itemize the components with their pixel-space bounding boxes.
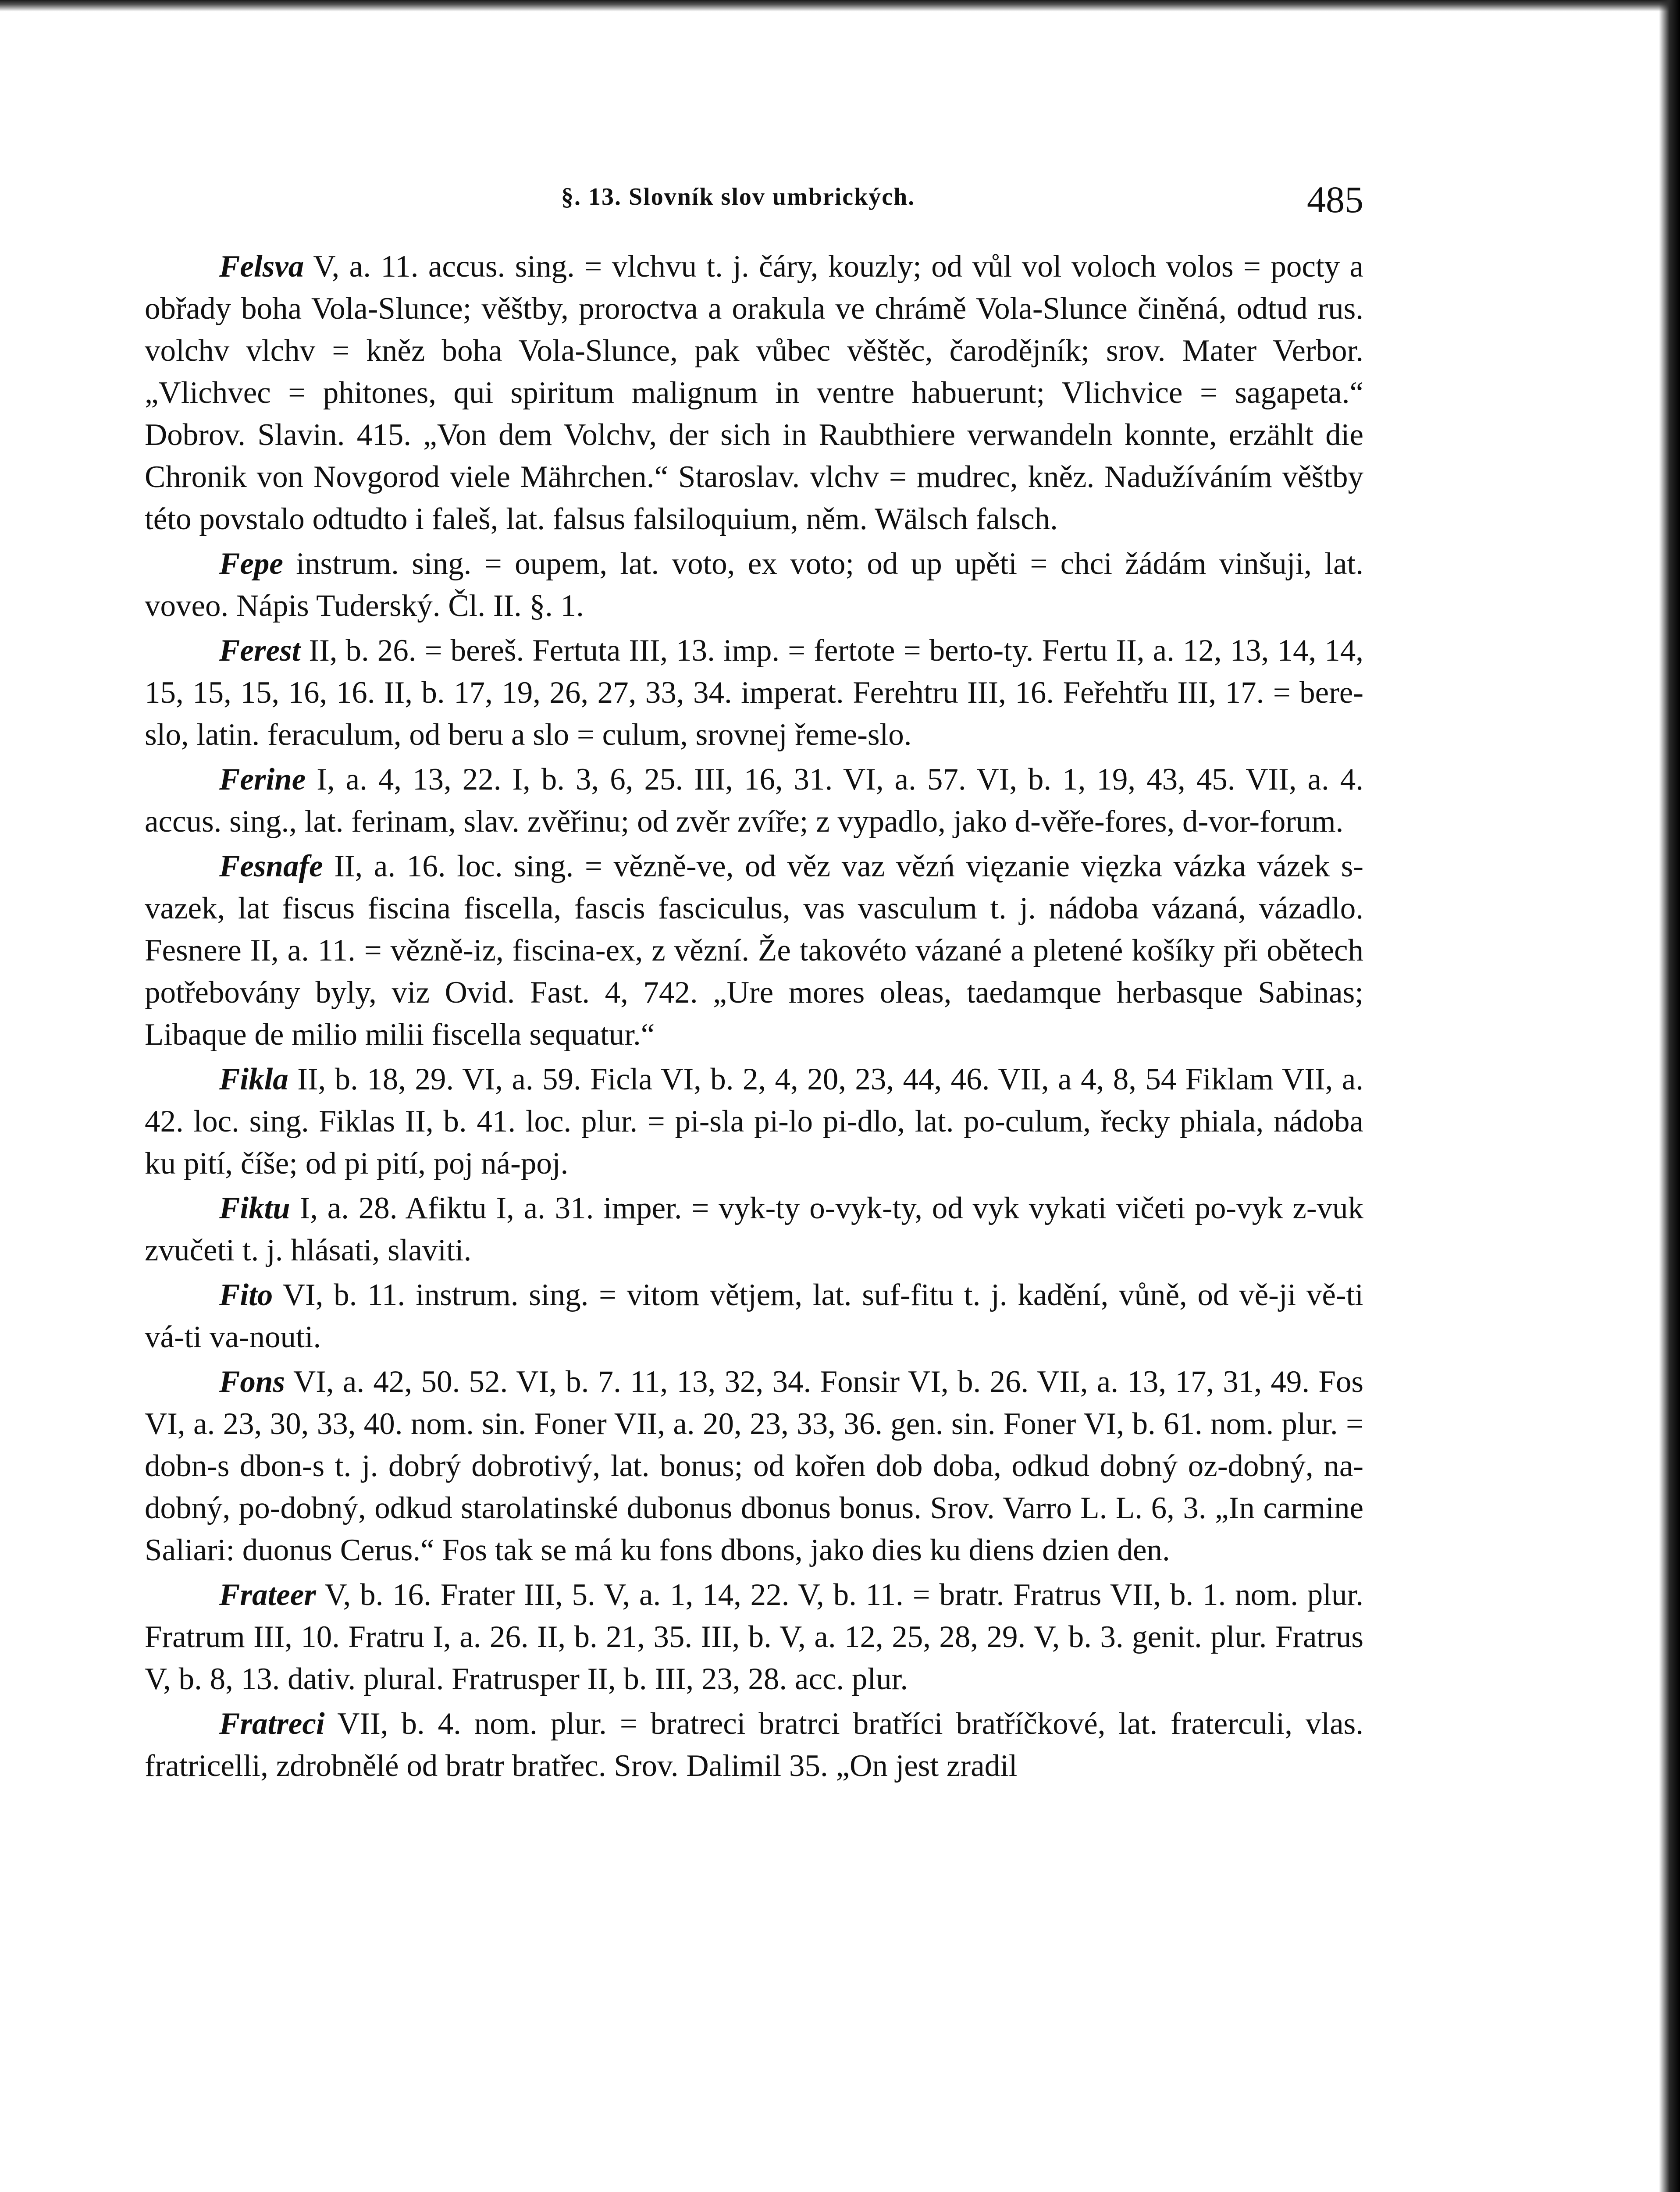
entry-fesnafe	[145, 845, 1363, 1056]
entry-lemma: Fiktu	[219, 1191, 290, 1225]
entry-lemma: Fratreci	[219, 1707, 325, 1741]
entry-ferine	[145, 758, 1363, 843]
entry-lemma: Fepe	[219, 547, 283, 581]
entry-body: VI, a. 42, 50. 52. VI, b. 7. 11, 13, 32, 34. Fonsir VI, b. 26. VII, a. 13, 17, 31, 49. Fos VI, a. 23, 30, 33, 40. nom. sin. Foner VII, a. 20, 23, 33, 36. gen. sin. Foner VI, b. 61. nom. plur. = dobn-s dbon-s t. j. dobrý dobrotivý, lat. bonus; od kořen dob doba, odkud dobný oz-dobný, na-dobný, po-dobný, odkud starolatinské dubonus dbonus bonus. Srov. Varro L. L. 6, 3. „In carmine Saliari: duonus Cerus.“ Fos tak se má ku fons dbons, jako dies ku diens dzien den.	[145, 1365, 1363, 1567]
entry-felsva	[145, 246, 1363, 540]
entry-ferest	[145, 630, 1363, 756]
page-number: 485	[1307, 178, 1363, 221]
entry-lemma: Felsva	[219, 249, 304, 284]
entry-lemma: Fesnafe	[219, 849, 323, 883]
entry-body: VII, b. 4. nom. plur. = bratreci bratrci bratříci bratříčkové, lat. fraterculi, vlas. fratricelli, zdrobnělé od bratr bratřec. Srov. Dalimil 35. „On jest zradil	[145, 1707, 1363, 1783]
entry-fito	[145, 1274, 1363, 1358]
entry-lemma: Fito	[219, 1278, 273, 1312]
entry-body: VI, b. 11. instrum. sing. = vitom větjem, lat. suf-fitu t. j. kadění, vůně, od vě-ji vě-ti vá-ti va-nouti.	[145, 1278, 1364, 1354]
entry-body: II, a. 16. loc. sing. = vězně-ve, od věz vaz vězń vięzanie vięzka vázka vázek s-vazek, lat fiscus fiscina fiscella, fascis fasciculus, vas vasculum t. j. nádoba vázaná, vázadlo. Fesnere II, a. 11. = vězně-iz, fiscina-ex, z vězní. Že takovéto vázané a pletené košíky při obětech potřebovány byly, viz Ovid. Fast. 4, 742. „Ure mores oleas, taedamque herbasque Sabinas; Libaque de milio milii fiscella sequatur.“	[145, 849, 1363, 1052]
entry-body: I, a. 28. Afiktu I, a. 31. imper. = vyk-ty o-vyk-ty, od vyk vykati vičeti po-vyk z-vuk zvučeti t. j. hlásati, slaviti.	[145, 1191, 1363, 1267]
entry-fiktu	[145, 1187, 1363, 1271]
running-title: §. 13. Slovník slov umbrických.	[561, 183, 915, 210]
page-header	[219, 178, 1363, 226]
entry-body: V, a. 11. accus. sing. = vlchvu t. j. čáry, kouzly; od vůl vol voloch volos = pocty a obřady boha Vola-Slunce; věštby, proroctva a orakula ve chrámě Vola-Slunce činěná, odtud rus. volchv vlchv = kněz boha Vola-Slunce, pak vůbec věštěc, čarodějník; srov. Mater Verbor. „Vlichvec = phitones, qui spiritum malignum in ventre habuerunt; Vlichvice = sagapeta.“ Dobrov. Slavin. 415. „Von dem Volchv, der sich in Raubthiere verwandeln konnte, erzählt die Chronik von Novgorod viele Mährchen.“ Staroslav. vlchv = mudrec, kněz. Nadužíváním věštby této povstalo odtudto i faleš, lat. falsus falsiloquium, něm. Wälsch falsch.	[145, 249, 1363, 536]
entry-lemma: Frateer	[219, 1578, 316, 1612]
entry-body: V, b. 16. Frater III, 5. V, a. 1, 14, 22. V, b. 11. = bratr. Fratrus VII, b. 1. nom. plur. Fratrum III, 10. Fratru I, a. 26. II, b. 21, 35. III, b. V, a. 12, 25, 28, 29. V, b. 3. genit. plur. Fratrus V, b. 8, 13. dativ. plural. Fratrusper II, b. III, 23, 28. acc. plur.	[145, 1578, 1363, 1696]
entry-body: I, a. 4, 13, 22. I, b. 3, 6, 25. III, 16, 31. VI, a. 57. VI, b. 1, 19, 43, 45. VII, a. 4. accus. sing., lat. ferinam, slav. zvěřinu; od zvěr zvíře; z vypadlo, jako d-věře-fores, d-vor-forum.	[145, 762, 1363, 839]
entry-fikla	[145, 1058, 1363, 1185]
entry-body: II, b. 18, 29. VI, a. 59. Ficla VI, b. 2, 4, 20, 23, 44, 46. VII, a 4, 8, 54 Fiklam VII, a. 42. loc. sing. Fiklas II, b. 41. loc. plur. = pi-sla pi-lo pi-dlo, lat. po-culum, řecky phiala, nádoba ku pití, číše; od pi pití, poj ná-poj.	[145, 1062, 1364, 1181]
entry-fons	[145, 1361, 1363, 1571]
entry-lemma: Ferine	[219, 762, 306, 797]
entry-frateer	[145, 1574, 1363, 1700]
entry-body: instrum. sing. = oupem, lat. voto, ex voto; od up upěti = chci žádám vinšuji, lat. voveo. Nápis Tuderský. Čl. II. §. 1.	[145, 547, 1364, 623]
entry-body: II, b. 26. = bereš. Fertuta III, 13. imp. = fertote = berto-ty. Fertu II, a. 12, 13, 14, 14, 15, 15, 15, 16, 16. II, b. 17, 19, 26, 27, 33, 34. imperat. Ferehtru III, 16. Feřehtřu III, 17. = bere-slo, latin. feraculum, od beru a slo = culum, srovnej řeme-slo.	[145, 633, 1364, 752]
scan-right-edge	[1659, 0, 1680, 2192]
entry-lemma: Ferest	[219, 633, 301, 668]
scan-top-edge	[0, 0, 1680, 11]
entry-lemma: Fikla	[219, 1062, 288, 1096]
entry-fratreci	[145, 1703, 1363, 1787]
entry-lemma: Fons	[219, 1365, 285, 1399]
dictionary-text	[145, 246, 1363, 1790]
entry-fepe	[145, 543, 1363, 627]
